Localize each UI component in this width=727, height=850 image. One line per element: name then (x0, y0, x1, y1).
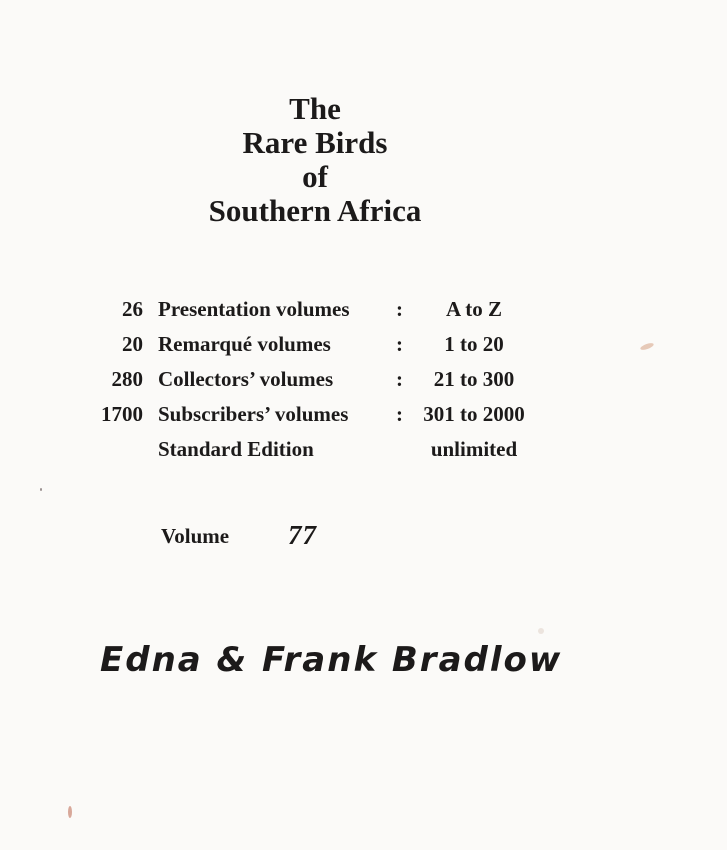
authors-calligraphy: Edna & Frank Bradlow (100, 640, 563, 680)
edition-row-presentation (84, 293, 604, 328)
edition-label: Presentation volumes (158, 297, 350, 321)
paper-speck (538, 628, 544, 634)
title-line-2: Rare Birds (242, 125, 388, 160)
edition-colon: : (396, 332, 403, 356)
edition-label: Subscribers’ volumes (158, 402, 349, 426)
edition-range: A to Z (445, 297, 503, 321)
title-line-3: of (302, 159, 328, 194)
volume-number-handwritten: 77 (288, 520, 317, 550)
title-line-4: Southern Africa (208, 193, 422, 228)
book-title (150, 92, 480, 228)
edition-range: 21 to 300 (433, 367, 515, 391)
edition-range: 1 to 20 (444, 332, 504, 356)
edition-row-collectors (84, 363, 604, 398)
edition-colon: : (396, 297, 403, 321)
edition-label: Standard Edition (158, 437, 314, 461)
edition-range: 301 to 2000 (423, 402, 525, 426)
title-line-1: The (289, 91, 341, 126)
paper-speck (640, 342, 655, 351)
edition-table (84, 293, 604, 468)
edition-count: 20 (122, 332, 143, 356)
edition-label: Remarqué volumes (158, 332, 331, 356)
edition-label: Collectors’ volumes (158, 367, 334, 391)
edition-colon: : (396, 402, 403, 426)
edition-colon: : (396, 367, 403, 391)
edition-count: 280 (111, 367, 143, 391)
edition-row-subscribers (84, 398, 604, 433)
edition-range: unlimited (430, 437, 518, 461)
edition-count: 1700 (101, 402, 143, 426)
volume-label: Volume (161, 524, 230, 548)
paper-speck (68, 806, 72, 818)
edition-row-remarque (84, 328, 604, 363)
paper-speck (40, 488, 42, 491)
edition-count: 26 (122, 297, 143, 321)
edition-row-standard (84, 433, 604, 468)
